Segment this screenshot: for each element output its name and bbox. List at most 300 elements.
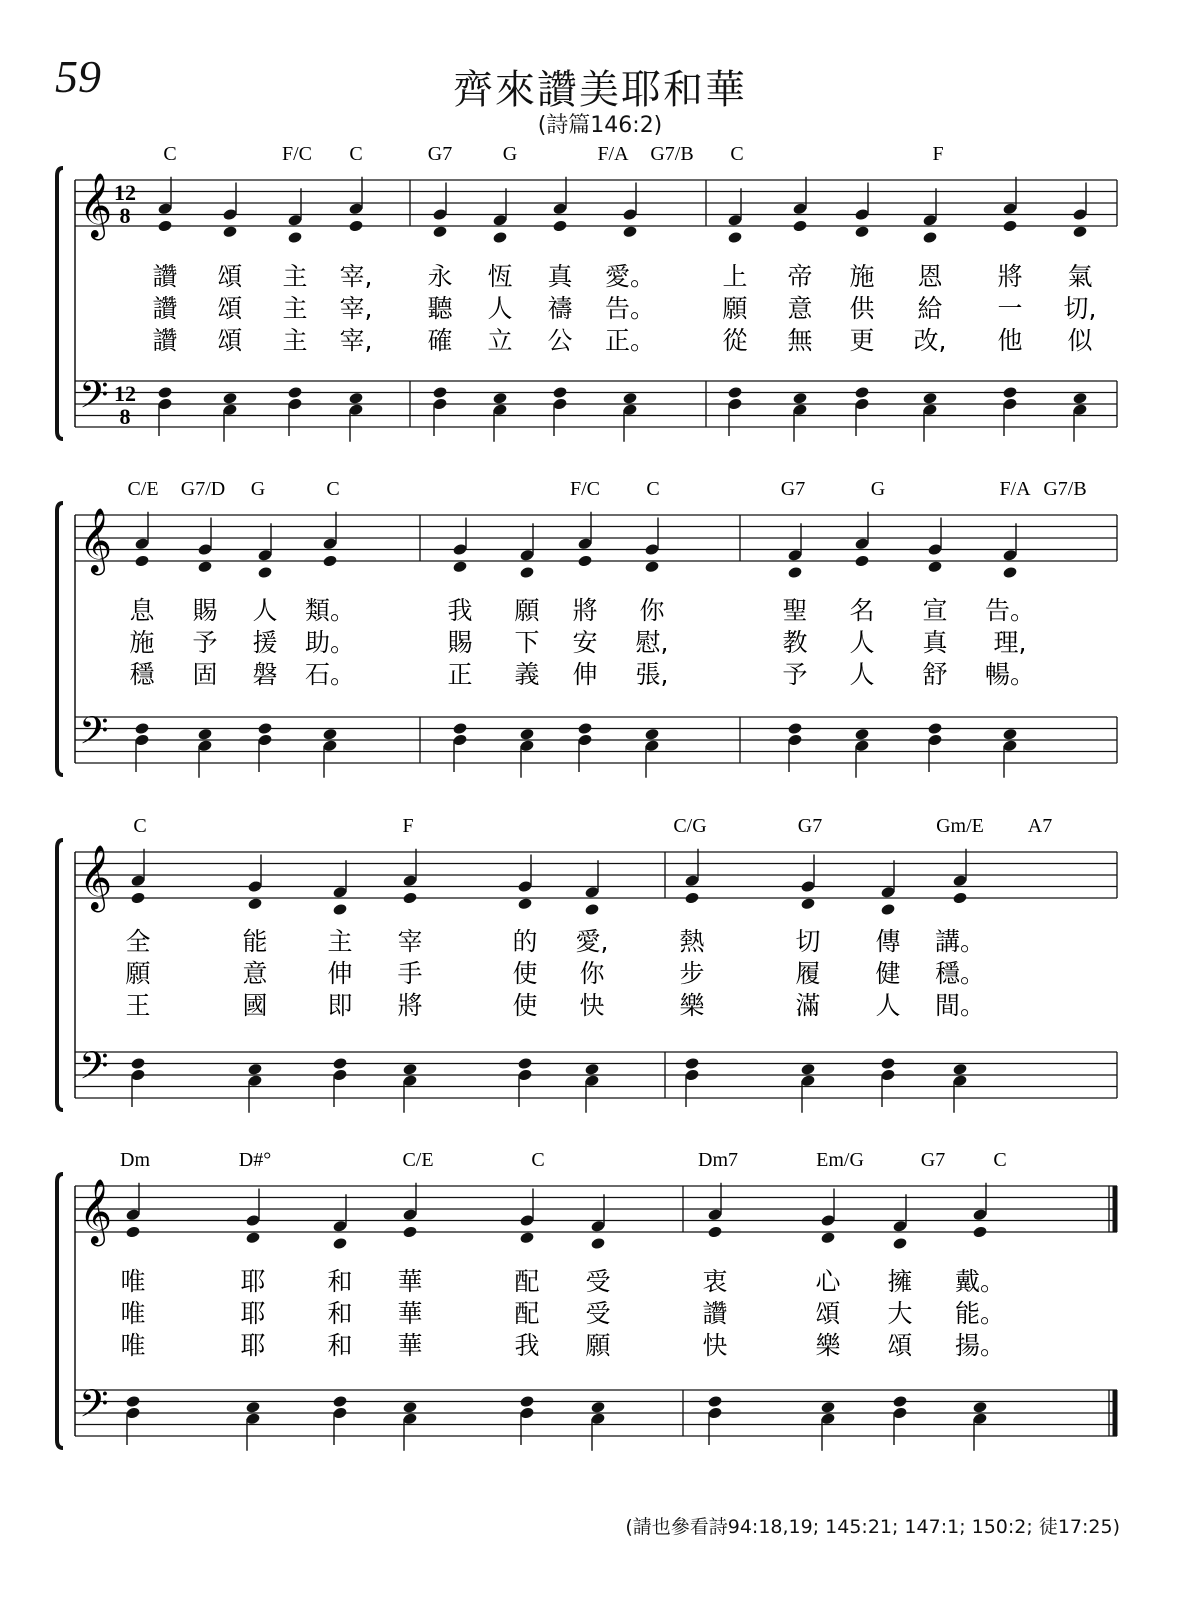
note-head xyxy=(854,728,869,741)
note-head xyxy=(644,728,659,741)
note-head xyxy=(707,1225,722,1238)
lyrics-verse-3 xyxy=(152,326,1093,355)
chord-symbol: Em/G xyxy=(816,1149,864,1171)
note-head xyxy=(1002,219,1017,232)
note-head xyxy=(134,554,149,567)
chord-symbol: C xyxy=(646,478,660,500)
lyric-syllable: 頌 xyxy=(887,1331,913,1360)
lyric-syllable: 磐 xyxy=(252,660,278,689)
staff-bass-4 xyxy=(75,1390,1117,1436)
lyric-syllable: 耶 xyxy=(240,1267,266,1296)
lyric-syllable: 切 xyxy=(795,927,821,956)
chord-symbol: F/C xyxy=(281,143,313,165)
note-head xyxy=(197,728,212,741)
hymn-title: 齊來讚美耶和華 xyxy=(453,67,747,113)
lyric-syllable: 主 xyxy=(327,927,353,956)
note-head xyxy=(432,225,447,238)
note-head xyxy=(257,566,272,579)
lyric-syllable: 宰, xyxy=(339,294,373,323)
chord-symbol: F/A xyxy=(999,478,1031,500)
system-3 xyxy=(57,815,1117,1113)
lyric-syllable: 配 xyxy=(514,1267,540,1296)
lyrics-verse-1 xyxy=(129,596,1035,625)
note-head xyxy=(972,1401,987,1414)
bass-clef-icon: 𝄢 xyxy=(79,1381,109,1435)
chord-symbol: G7 xyxy=(920,1149,946,1171)
lyric-syllable: 他 xyxy=(997,326,1023,355)
lyric-syllable: 頌 xyxy=(815,1299,841,1328)
lyric-syllable: 慰, xyxy=(635,628,669,657)
lyric-syllable: 禱 xyxy=(547,294,573,323)
lyric-syllable: 讚 xyxy=(152,326,178,355)
note-head xyxy=(727,386,742,399)
note-head xyxy=(1002,386,1017,399)
lyric-syllable: 配 xyxy=(514,1299,540,1328)
footer-reference: (請也參看詩94:18,19; 145:21; 147:1; 150:2; 徒17:25) xyxy=(625,1516,1120,1538)
lyric-syllable: 穩。 xyxy=(934,959,986,988)
lyric-syllable: 正。 xyxy=(604,326,656,355)
lyric-syllable: 公 xyxy=(547,326,573,355)
note-head xyxy=(707,1395,722,1408)
lyric-syllable: 步 xyxy=(679,959,705,988)
note-head xyxy=(348,392,363,405)
lyric-syllable: 立 xyxy=(487,326,513,355)
lyric-syllable: 賜 xyxy=(447,628,473,657)
treble-clef-icon: 𝄞 xyxy=(79,508,113,573)
note-head xyxy=(332,903,347,916)
chord-symbol: G7 xyxy=(427,143,453,165)
chord-symbol: F/A xyxy=(597,143,629,165)
lyric-syllable: 手 xyxy=(397,959,423,988)
time-signature-bottom: 8 xyxy=(119,404,131,429)
treble-clef-icon: 𝄞 xyxy=(79,173,113,238)
lyrics-verse-3 xyxy=(129,660,1035,689)
lyric-syllable: 頌 xyxy=(217,262,243,291)
lyric-syllable: 予 xyxy=(192,628,218,657)
lyric-syllable: 恩 xyxy=(917,262,943,291)
lyric-syllable: 真 xyxy=(547,262,573,291)
chord-symbol: C/E xyxy=(402,1149,434,1171)
lyric-syllable: 似 xyxy=(1067,326,1093,355)
lyric-syllable: 施 xyxy=(129,628,155,657)
time-signature-top: 12 xyxy=(114,381,136,406)
staff-bass-3 xyxy=(75,1052,1117,1098)
lyric-syllable: 頌 xyxy=(217,294,243,323)
hymn-number: 59 xyxy=(55,51,101,102)
note-head xyxy=(402,891,417,904)
lyrics-verse-1 xyxy=(125,927,985,956)
note-head xyxy=(157,219,172,232)
chord-symbol: G7 xyxy=(780,478,806,500)
lyric-syllable: 華 xyxy=(397,1267,423,1296)
lyric-syllable: 恆 xyxy=(487,262,513,291)
note-head xyxy=(792,392,807,405)
lyric-syllable: 樂 xyxy=(679,991,705,1020)
lyric-syllable: 的 xyxy=(512,927,538,956)
lyric-syllable: 改, xyxy=(913,326,947,355)
note-head xyxy=(322,728,337,741)
lyric-syllable: 固 xyxy=(192,660,218,689)
note-head xyxy=(552,219,567,232)
lyrics-verse-2 xyxy=(152,294,1096,323)
lyric-syllable: 樂 xyxy=(815,1331,841,1360)
lyric-syllable: 施 xyxy=(849,262,875,291)
system-bracket xyxy=(57,168,63,439)
chord-symbol: C xyxy=(531,1149,545,1171)
scripture-reference: (詩篇146:2) xyxy=(537,113,663,138)
lyric-syllable: 華 xyxy=(397,1331,423,1360)
note-head xyxy=(519,728,534,741)
note-head xyxy=(787,566,802,579)
staff-treble-2 xyxy=(75,515,1117,561)
chord-symbol: C xyxy=(349,143,363,165)
note-head xyxy=(517,897,532,910)
lyrics-verse-3 xyxy=(120,1331,1005,1360)
note-head xyxy=(287,231,302,244)
lyric-syllable: 愛, xyxy=(575,927,609,956)
note-head xyxy=(552,386,567,399)
note-head xyxy=(590,1237,605,1250)
note-head xyxy=(452,722,467,735)
note-head xyxy=(927,722,942,735)
lyric-syllable: 理, xyxy=(993,628,1027,657)
chord-symbol: Dm xyxy=(120,1149,150,1171)
chord-symbol: F xyxy=(932,143,944,165)
chord-symbol: G7/B xyxy=(1043,478,1087,500)
lyric-syllable: 間。 xyxy=(934,991,986,1020)
lyric-syllable: 揚。 xyxy=(954,1331,1006,1360)
lyric-syllable: 戴。 xyxy=(954,1267,1006,1296)
lyric-syllable: 告。 xyxy=(984,596,1036,625)
chord-symbol: F/C xyxy=(569,478,601,500)
lyric-syllable: 義 xyxy=(514,660,540,689)
lyric-syllable: 主 xyxy=(282,262,308,291)
note-head xyxy=(892,1237,907,1250)
lyric-syllable: 穩 xyxy=(129,660,155,689)
note-head xyxy=(952,1063,967,1076)
note-head xyxy=(644,560,659,573)
lyric-syllable: 人 xyxy=(849,660,875,689)
lyric-syllable: 主 xyxy=(282,294,308,323)
lyric-syllable: 愛。 xyxy=(604,262,656,291)
note-head xyxy=(820,1401,835,1414)
note-head xyxy=(684,1057,699,1070)
lyric-syllable: 國 xyxy=(242,991,268,1020)
bass-clef-icon: 𝄢 xyxy=(79,372,109,426)
lyric-syllable: 名 xyxy=(849,596,875,625)
lyric-syllable: 和 xyxy=(327,1299,353,1328)
note-head xyxy=(402,1401,417,1414)
note-head xyxy=(287,386,302,399)
note-head xyxy=(452,560,467,573)
lyrics-verse-3 xyxy=(125,991,985,1020)
lyric-syllable: 氣 xyxy=(1067,262,1093,291)
lyric-syllable: 從 xyxy=(722,326,748,355)
chord-symbol: C xyxy=(133,815,147,837)
lyric-syllable: 宰, xyxy=(339,326,373,355)
staff-bass-1 xyxy=(75,381,1117,427)
lyric-syllable: 援 xyxy=(252,628,278,657)
time-signature-top: 12 xyxy=(114,180,136,205)
note-head xyxy=(792,219,807,232)
lyric-syllable: 暢。 xyxy=(984,660,1036,689)
lyric-syllable: 意 xyxy=(242,959,268,988)
note-head xyxy=(854,554,869,567)
lyric-syllable: 石。 xyxy=(304,660,356,689)
chord-symbol: G xyxy=(502,143,518,165)
note-head xyxy=(1002,566,1017,579)
lyric-syllable: 類。 xyxy=(304,596,356,625)
note-head xyxy=(972,1225,987,1238)
note-head xyxy=(622,392,637,405)
lyric-syllable: 心 xyxy=(815,1267,841,1296)
note-head xyxy=(519,566,534,579)
chord-symbol: C/G xyxy=(673,815,707,837)
lyric-syllable: 人 xyxy=(487,294,513,323)
chord-symbol: Gm/E xyxy=(936,815,984,837)
treble-clef-icon: 𝄞 xyxy=(79,1179,113,1244)
note-head xyxy=(800,897,815,910)
lyric-syllable: 能。 xyxy=(954,1299,1006,1328)
note-head xyxy=(222,392,237,405)
lyric-syllable: 助。 xyxy=(304,628,356,657)
lyric-syllable: 賜 xyxy=(192,596,218,625)
lyric-syllable: 更 xyxy=(849,326,875,355)
lyric-syllable: 健 xyxy=(875,959,901,988)
lyric-syllable: 願 xyxy=(585,1331,611,1360)
lyric-syllable: 宣 xyxy=(922,596,948,625)
lyric-syllable: 伸 xyxy=(572,660,598,689)
treble-clef-icon: 𝄞 xyxy=(79,845,113,910)
lyric-syllable: 願 xyxy=(125,959,151,988)
note-head xyxy=(880,903,895,916)
lyric-syllable: 意 xyxy=(787,294,813,323)
note-head xyxy=(787,722,802,735)
lyric-syllable: 安 xyxy=(572,628,598,657)
lyric-syllable: 無 xyxy=(787,326,813,355)
chord-symbol: A7 xyxy=(1027,815,1053,837)
note-head xyxy=(1002,728,1017,741)
lyric-syllable: 和 xyxy=(327,1331,353,1360)
lyric-syllable: 唯 xyxy=(120,1267,146,1296)
lyric-syllable: 熱 xyxy=(679,927,705,956)
lyric-syllable: 正 xyxy=(447,660,473,689)
note-head xyxy=(125,1395,140,1408)
chord-symbol: C xyxy=(993,1149,1007,1171)
note-head xyxy=(519,1395,534,1408)
chord-symbol: C/E xyxy=(127,478,159,500)
lyric-syllable: 將 xyxy=(997,262,1023,291)
lyric-syllable: 履 xyxy=(795,959,821,988)
lyrics-verse-2 xyxy=(120,1299,1005,1328)
note-head xyxy=(1072,225,1087,238)
lyric-syllable: 擁 xyxy=(887,1267,913,1296)
system-bracket xyxy=(57,503,63,775)
lyric-syllable: 宰, xyxy=(339,262,373,291)
lyric-syllable: 讚 xyxy=(152,262,178,291)
note-head xyxy=(854,225,869,238)
lyric-syllable: 王 xyxy=(125,991,151,1020)
lyric-syllable: 快 xyxy=(702,1331,728,1360)
lyric-syllable: 能 xyxy=(242,927,268,956)
note-head xyxy=(800,1063,815,1076)
lyric-syllable: 受 xyxy=(585,1299,611,1328)
chord-symbol: C xyxy=(326,478,340,500)
lyric-syllable: 將 xyxy=(572,596,598,625)
lyric-syllable: 我 xyxy=(447,596,473,625)
chord-symbol: G7 xyxy=(797,815,823,837)
chord-symbol: F xyxy=(402,815,414,837)
lyric-syllable: 快 xyxy=(579,991,605,1020)
lyric-syllable: 讚 xyxy=(152,294,178,323)
lyric-syllable: 伸 xyxy=(327,959,353,988)
lyric-syllable: 下 xyxy=(514,628,540,657)
system-bracket xyxy=(57,840,63,1110)
note-head xyxy=(519,1231,534,1244)
note-head xyxy=(332,1057,347,1070)
lyric-syllable: 耶 xyxy=(240,1331,266,1360)
lyric-syllable: 使 xyxy=(512,991,538,1020)
note-head xyxy=(952,891,967,904)
lyric-syllable: 和 xyxy=(327,1267,353,1296)
note-head xyxy=(402,1063,417,1076)
lyric-syllable: 確 xyxy=(427,326,453,355)
note-head xyxy=(432,386,447,399)
note-head xyxy=(245,1231,260,1244)
note-head xyxy=(222,225,237,238)
note-head xyxy=(257,722,272,735)
note-head xyxy=(157,386,172,399)
lyric-syllable: 聖 xyxy=(782,596,808,625)
lyric-syllable: 真 xyxy=(922,628,948,657)
lyric-syllable: 願 xyxy=(722,294,748,323)
lyric-syllable: 全 xyxy=(125,927,151,956)
chord-symbol: C xyxy=(730,143,744,165)
lyric-syllable: 宰 xyxy=(397,927,423,956)
lyric-syllable: 告。 xyxy=(604,294,656,323)
lyric-syllable: 講。 xyxy=(934,927,986,956)
lyric-syllable: 息 xyxy=(129,596,155,625)
bass-clef-icon: 𝄢 xyxy=(79,1043,109,1097)
chord-symbol: G7/D xyxy=(180,478,226,500)
note-head xyxy=(130,891,145,904)
lyrics-verse-1 xyxy=(152,262,1092,291)
note-head xyxy=(854,386,869,399)
lyric-syllable: 供 xyxy=(849,294,875,323)
lyric-syllable: 使 xyxy=(512,959,538,988)
chord-symbol: Dm7 xyxy=(698,1149,738,1171)
note-head xyxy=(247,1063,262,1076)
lyric-syllable: 張, xyxy=(635,660,669,689)
lyric-syllable: 教 xyxy=(782,628,808,657)
note-head xyxy=(922,231,937,244)
chord-symbol: G xyxy=(870,478,886,500)
staff-bass-2 xyxy=(75,717,1117,763)
chord-symbol: G xyxy=(250,478,266,500)
note-head xyxy=(197,560,212,573)
note-head xyxy=(584,1063,599,1076)
lyric-syllable: 唯 xyxy=(120,1299,146,1328)
note-head xyxy=(727,231,742,244)
lyrics-verse-2 xyxy=(125,959,985,988)
lyric-syllable: 舒 xyxy=(922,660,948,689)
note-head xyxy=(820,1231,835,1244)
note-head xyxy=(130,1057,145,1070)
note-head xyxy=(590,1401,605,1414)
note-head xyxy=(492,392,507,405)
lyric-syllable: 傳 xyxy=(875,927,901,956)
note-head xyxy=(577,722,592,735)
lyric-syllable: 你 xyxy=(579,959,605,988)
lyric-syllable: 華 xyxy=(397,1299,423,1328)
note-head xyxy=(892,1395,907,1408)
chord-symbol: D#° xyxy=(238,1149,272,1171)
lyric-syllable: 給 xyxy=(917,294,943,323)
lyric-syllable: 上 xyxy=(722,262,748,291)
note-head xyxy=(517,1057,532,1070)
note-head xyxy=(332,1237,347,1250)
lyric-syllable: 聽 xyxy=(427,294,453,323)
note-head xyxy=(684,891,699,904)
note-head xyxy=(348,219,363,232)
lyric-syllable: 人 xyxy=(252,596,278,625)
chord-symbol: C xyxy=(163,143,177,165)
lyric-syllable: 即 xyxy=(327,991,353,1020)
note-head xyxy=(577,554,592,567)
note-head xyxy=(125,1225,140,1238)
note-head xyxy=(584,903,599,916)
note-head xyxy=(1072,392,1087,405)
bass-clef-icon: 𝄢 xyxy=(79,708,109,762)
system-2 xyxy=(57,478,1117,778)
lyric-syllable: 衷 xyxy=(702,1267,728,1296)
system-4 xyxy=(57,1149,1117,1451)
lyric-syllable: 受 xyxy=(585,1267,611,1296)
lyric-syllable: 耶 xyxy=(240,1299,266,1328)
note-head xyxy=(134,722,149,735)
lyric-syllable: 永 xyxy=(427,262,453,291)
lyric-syllable: 願 xyxy=(514,596,540,625)
note-head xyxy=(927,560,942,573)
note-head xyxy=(402,1225,417,1238)
note-head xyxy=(245,1401,260,1414)
note-head xyxy=(247,897,262,910)
lyric-syllable: 主 xyxy=(282,326,308,355)
lyric-syllable: 人 xyxy=(849,628,875,657)
lyric-syllable: 滿 xyxy=(795,991,821,1020)
lyrics-verse-2 xyxy=(129,628,1026,657)
lyric-syllable: 唯 xyxy=(120,1331,146,1360)
lyric-syllable: 你 xyxy=(639,596,665,625)
system-bracket xyxy=(57,1174,63,1448)
lyric-syllable: 頌 xyxy=(217,326,243,355)
lyric-syllable: 將 xyxy=(397,991,423,1020)
chord-symbol: G7/B xyxy=(650,143,694,165)
note-head xyxy=(880,1057,895,1070)
lyric-syllable: 人 xyxy=(875,991,901,1020)
system-1 xyxy=(57,143,1117,442)
lyric-syllable: 一 xyxy=(997,294,1023,323)
lyric-syllable: 讚 xyxy=(702,1299,728,1328)
note-head xyxy=(492,231,507,244)
note-head xyxy=(922,392,937,405)
lyrics-verse-1 xyxy=(120,1267,1005,1296)
lyric-syllable: 我 xyxy=(514,1331,540,1360)
note-head xyxy=(332,1395,347,1408)
note-head xyxy=(322,554,337,567)
lyric-syllable: 大 xyxy=(887,1299,913,1328)
time-signature-bottom: 8 xyxy=(119,203,131,228)
